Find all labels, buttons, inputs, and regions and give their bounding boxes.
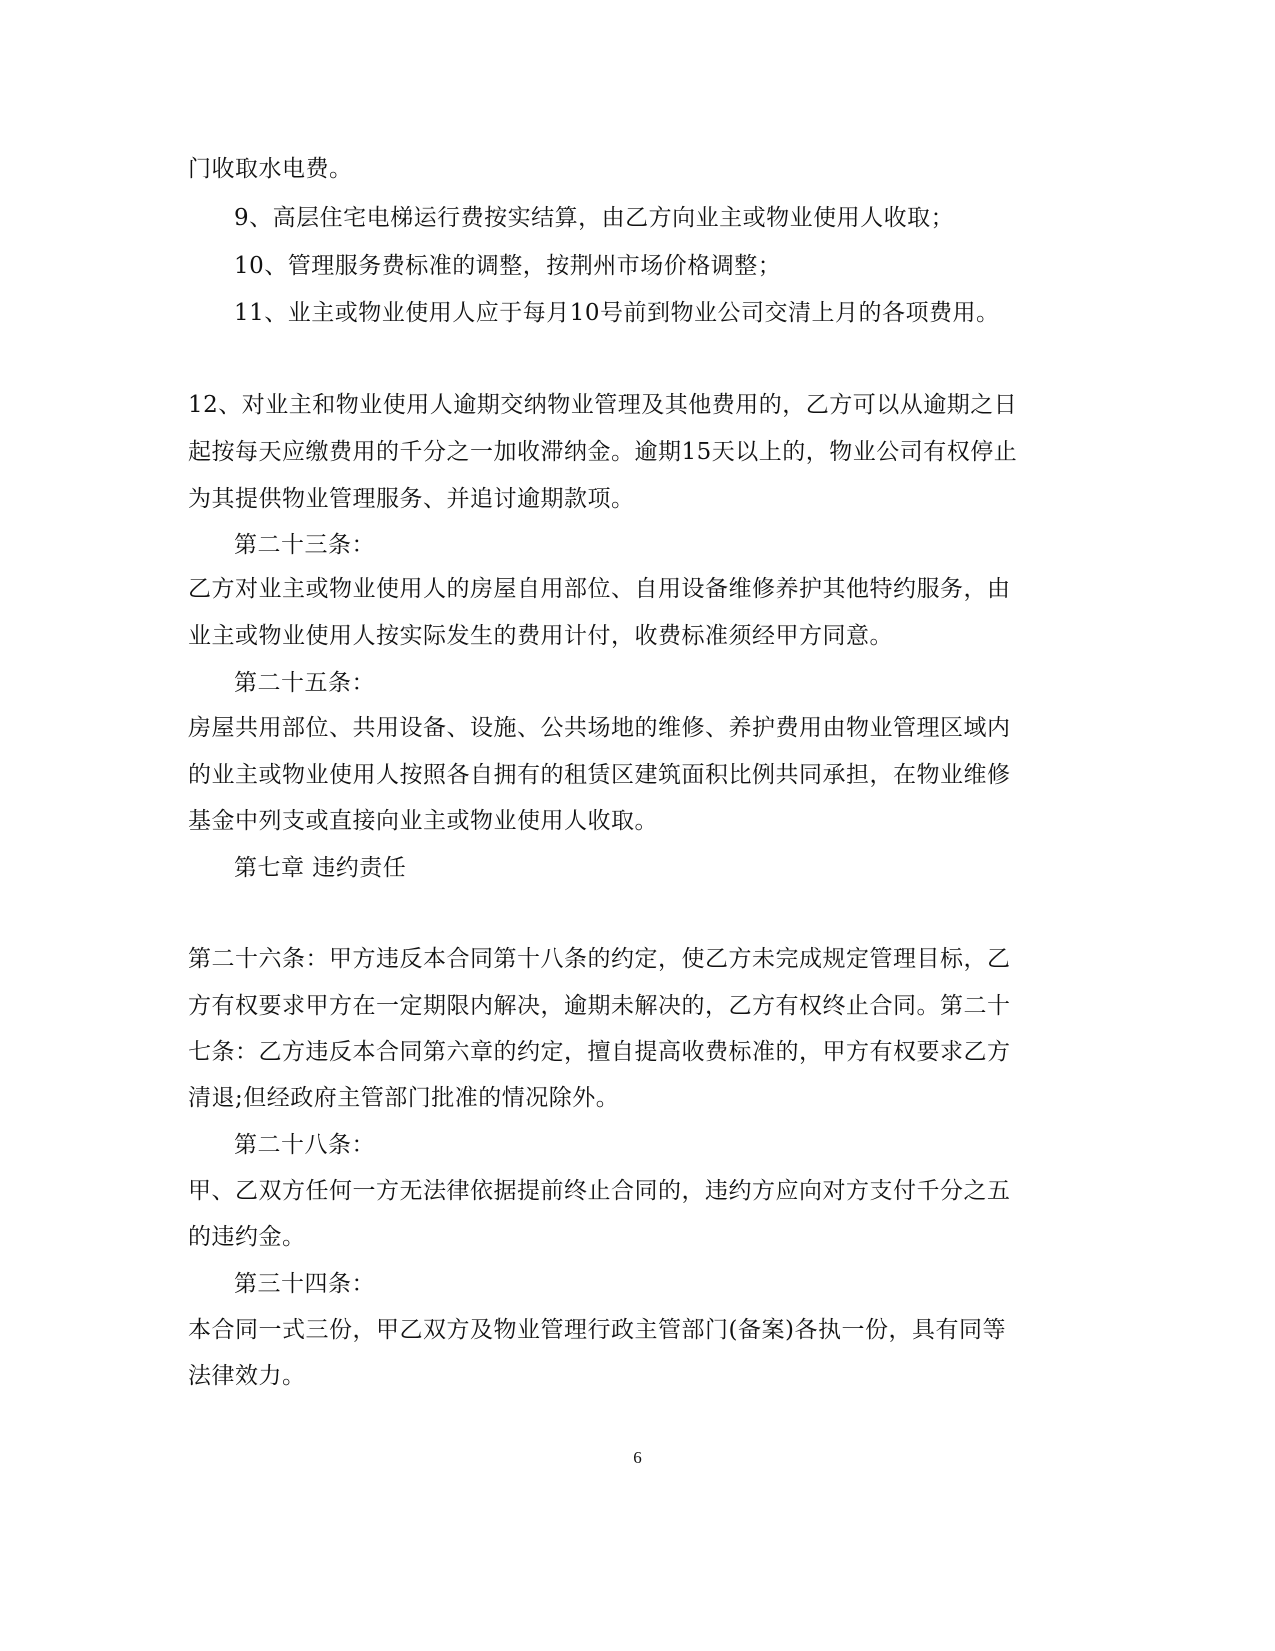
article-heading: 第三十四条：	[234, 1271, 375, 1297]
text-line: 七条：乙方违反本合同第六章的约定，擅自提高收费标准的，甲方有权要求乙方	[188, 1039, 1011, 1065]
text-line: 第二十六条：甲方违反本合同第十八条的约定，使乙方未完成规定管理目标，乙	[188, 946, 1011, 972]
article-heading: 第二十三条：	[234, 532, 375, 558]
text-line: 清退;但经政府主管部门批准的情况除外。	[188, 1085, 620, 1111]
text-line: 为其提供物业管理服务、并追讨逾期款项。	[188, 486, 635, 512]
text-line: 的违约金。	[188, 1224, 306, 1250]
text-line: 乙方对业主或物业使用人的房屋自用部位、自用设备维修养护其他特约服务，由	[188, 576, 1011, 602]
text-line: 11、业主或物业使用人应于每月10号前到物业公司交清上月的各项费用。	[234, 300, 1000, 326]
text-line: 本合同一式三份，甲乙双方及物业管理行政主管部门(备案)各执一份，具有同等	[188, 1317, 1006, 1343]
text-line: 房屋共用部位、共用设备、设施、公共场地的维修、养护费用由物业管理区域内	[188, 715, 1011, 741]
text-line: 业主或物业使用人按实际发生的费用计付，收费标准须经甲方同意。	[188, 623, 893, 649]
text-line: 9、高层住宅电梯运行费按实结算，由乙方向业主或物业使用人收取；	[234, 205, 955, 231]
text-line: 基金中列支或直接向业主或物业使用人收取。	[188, 808, 658, 834]
text-line: 起按每天应缴费用的千分之一加收滞纳金。逾期15天以上的，物业公司有权停止	[188, 439, 1018, 465]
article-heading: 第二十五条：	[234, 670, 375, 696]
article-heading: 第二十八条：	[234, 1132, 375, 1158]
text-line: 法律效力。	[188, 1363, 306, 1389]
chapter-heading: 第七章 违约责任	[234, 855, 407, 881]
page-number: 6	[633, 1448, 642, 1467]
text-line: 12、对业主和物业使用人逾期交纳物业管理及其他费用的，乙方可以从逾期之日	[188, 392, 1018, 418]
text-line: 的业主或物业使用人按照各自拥有的租赁区建筑面积比例共同承担，在物业维修	[188, 762, 1011, 788]
text-line: 门收取水电费。	[188, 156, 353, 182]
text-line: 方有权要求甲方在一定期限内解决，逾期未解决的，乙方有权终止合同。第二十	[188, 993, 1011, 1019]
text-line: 10、管理服务费标准的调整，按荆州市场价格调整；	[234, 253, 782, 279]
text-line: 甲、乙双方任何一方无法律依据提前终止合同的，违约方应向对方支付千分之五	[188, 1178, 1011, 1204]
